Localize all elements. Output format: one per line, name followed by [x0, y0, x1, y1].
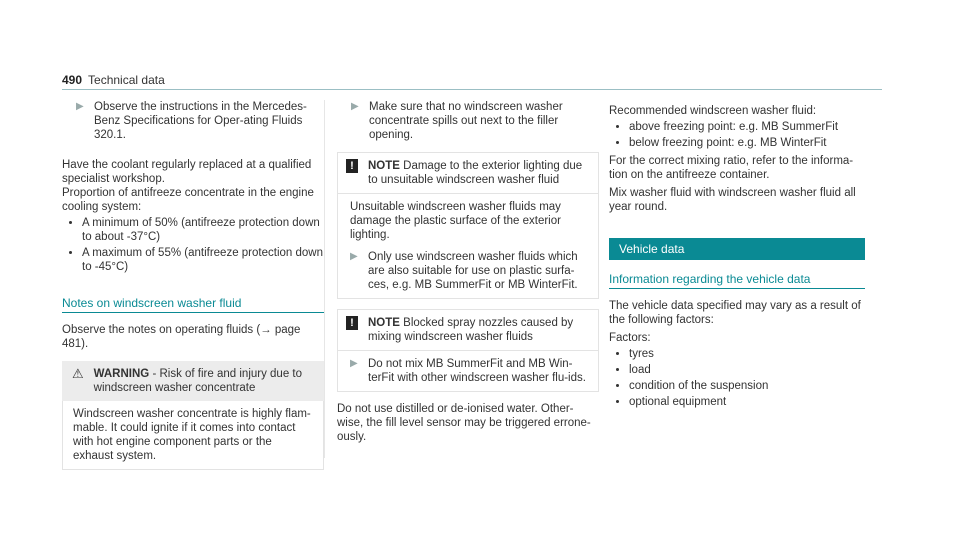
note-body — [338, 351, 598, 391]
exclamation-icon: ! — [346, 159, 358, 173]
warning-icon: ⚠ — [72, 366, 84, 381]
paragraph: The vehicle data specified may vary as a result of the following factors: — [609, 300, 861, 326]
paragraph: Have the coolant regularly replaced at a qualified specialist workshop. — [62, 159, 312, 185]
step-text: Make sure that no windscreen washer concentrate spills out next to the filler opening. — [369, 101, 563, 141]
paragraph: Recommended windscreen washer fluid: — [609, 105, 817, 117]
step-text: Observe the instructions in the Mercedes-Benz Specifications for Oper-ating Fluids 320.1. — [94, 101, 307, 141]
paragraph: For the correct mixing ratio, refer to the informa-tion on the antifreeze container. — [609, 155, 854, 181]
paragraph: Do not use distilled or de-ionised water. Other-wise, the fill level sensor may be triggered errone-ously. — [337, 403, 591, 443]
step-arrow-icon: ▶ — [350, 358, 358, 369]
column-1 — [62, 100, 324, 470]
step-text: Do not mix MB SummerFit and MB Win-terFit with other windscreen washer flu-ids. — [368, 358, 586, 384]
bullet-list — [62, 216, 324, 274]
list-item: • condition of the suspension — [629, 379, 865, 393]
warning-title: - Risk of fire and injury due to windscreen washer concentrate — [93, 368, 303, 394]
section-title: Information regarding the vehicle data — [609, 272, 865, 289]
instruction-step — [350, 250, 586, 292]
list-item: • below freezing point: e.g. MB WinterFit — [629, 136, 865, 150]
column-2 — [337, 100, 599, 444]
section-name: Technical data — [88, 73, 165, 87]
list-item: • A maximum of 55% (antifreeze protection down to -45°C) — [82, 246, 324, 274]
note-header — [338, 310, 598, 351]
instruction-step — [62, 100, 324, 142]
exclamation-icon: ! — [346, 316, 358, 330]
warning-header — [62, 361, 324, 401]
step-arrow-icon: ▶ — [351, 101, 359, 112]
note-box — [337, 152, 599, 299]
page-header — [62, 73, 165, 87]
column-divider — [324, 100, 325, 458]
list-item: • optional equipment — [629, 395, 865, 409]
bullet-list — [609, 120, 865, 150]
section-title: Notes on windscreen washer fluid — [62, 296, 324, 313]
note-title: Blocked spray nozzles caused by mixing windscreen washer fluids — [368, 317, 574, 343]
paragraph: Mix washer fluid with windscreen washer fluid all year round. — [609, 187, 856, 213]
factors-label: Factors: — [609, 332, 651, 344]
paragraph: Observe the notes on operating fluids (→ page 481). — [62, 324, 301, 350]
note-text: Unsuitable windscreen washer fluids may damage the plastic surface of the exterior lighting. — [350, 201, 561, 241]
list-item: • load — [629, 363, 865, 377]
note-box — [337, 309, 599, 392]
list-item: • above freezing point: e.g. MB SummerFit — [629, 120, 865, 134]
warning-box — [62, 361, 324, 470]
header-rule — [62, 89, 882, 90]
page-number: 490 — [62, 73, 83, 87]
step-text: Only use windscreen washer fluids which are also suitable for use on plastic surfa-ces, e.g. MB SummerFit or MB WinterFit. — [368, 251, 578, 291]
step-arrow-icon: ▶ — [350, 251, 358, 262]
note-label: NOTE — [368, 160, 400, 172]
note-label: NOTE — [368, 317, 400, 329]
list-item: • tyres — [629, 347, 865, 361]
column-3 — [609, 100, 865, 411]
section-bar-title: Vehicle data — [609, 238, 865, 260]
note-body — [338, 194, 598, 298]
note-header — [338, 153, 598, 194]
bullet-list — [609, 347, 865, 409]
instruction-step — [337, 100, 599, 142]
paragraph: Proportion of antifreeze concentrate in the engine cooling system: — [62, 187, 314, 213]
note-title: Damage to the exterior lighting due to unsuitable windscreen washer fluid — [368, 160, 583, 186]
warning-label: WARNING — [93, 368, 150, 380]
instruction-step — [350, 357, 586, 385]
warning-body: Windscreen washer concentrate is highly flam-mable. It could ignite if it comes into contact with hot engine component parts or the exhaust system. — [62, 401, 324, 470]
step-arrow-icon: ▶ — [76, 101, 84, 112]
list-item: • A minimum of 50% (antifreeze protection down to about -37°C) — [82, 216, 324, 244]
